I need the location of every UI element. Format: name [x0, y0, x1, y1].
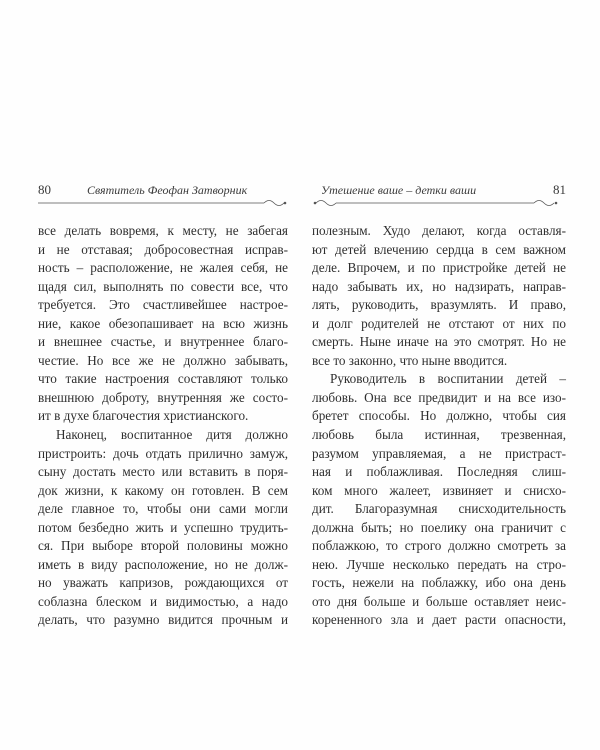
- text-line: любовь. Она все предвидит и на все изо-: [312, 389, 566, 405]
- text-line: корененного зла и дает расти опасности,: [312, 612, 566, 628]
- text-line: ность – расположение, не жалея себя, не: [38, 260, 288, 276]
- text-line: что такие настроения составляют только: [38, 371, 288, 387]
- text-line: бретет способы. Но должно, чтобы сия: [312, 408, 566, 424]
- text-line: гость, нежели на поблажку, ибо она день: [312, 575, 566, 591]
- text-line: соблазна блеском и видимостью, а надо: [38, 593, 288, 609]
- text-line: внешнюю доброту, внутренняя же состо-: [38, 389, 288, 405]
- text-line: но уважать капризов, рождающихся от: [38, 575, 288, 591]
- text-line: ние, какое обезопашивает на всю жизнь: [38, 315, 288, 331]
- text-line: дит. Благоразумная снисходительность: [312, 501, 566, 517]
- text-line: лять, руководить, вразумлять. И право,: [312, 297, 566, 313]
- right-page: [312, 180, 566, 630]
- text-line: надо забывать их, но надзирать, направ-: [312, 278, 566, 294]
- left-running-head: Святитель Феофан Затворник: [87, 183, 248, 197]
- text-line: потом безбедно жить и успешно трудить-: [38, 519, 288, 535]
- text-line: все то законно, что ныне вводится.: [312, 352, 508, 368]
- text-line: и внешнее счастье, и внутреннее благо-: [38, 334, 288, 350]
- text-line: поблажкою, то строго должно смотреть за: [312, 538, 566, 554]
- text-line: делать, что разумно видится прочным и: [38, 612, 288, 628]
- right-flourish-end-icon: [534, 201, 554, 206]
- text-line: нею. Лучше несколько передать на стро-: [312, 556, 566, 572]
- text-line: ком много жалеет, извиняет и снисхо-: [312, 482, 566, 498]
- text-line: ная и поблажливая. Последняя слиш-: [312, 464, 566, 480]
- right-running-head: Утешение ваше – детки ваши: [321, 183, 477, 197]
- left-page-number: 80: [38, 182, 51, 197]
- text-line: деле главное то, чтобы они сами могли: [38, 501, 288, 517]
- right-page-header: [312, 180, 566, 202]
- text-line: полезным. Худо делают, когда оставля-: [312, 223, 566, 238]
- text-line: ют детей влечению сердца в сем важном: [312, 241, 566, 257]
- right-page-text: [312, 222, 566, 630]
- left-header-rule: [38, 198, 288, 208]
- left-flourish-icon: [264, 201, 284, 206]
- left-page: [38, 180, 288, 630]
- text-line: и долг родителей не отстают от них по: [312, 315, 566, 331]
- text-line: щадя сил, выполнять по совести все, что: [38, 278, 288, 294]
- text-line: деле. Впрочем, и по пристройке детей не: [312, 260, 566, 276]
- text-line: пристроить: дочь отдать прилично замуж,: [38, 445, 288, 461]
- text-line: док жизни, к какому он готовлен. В сем: [38, 482, 288, 498]
- left-page-header: [38, 180, 288, 202]
- text-line: должна быть; но поелику она граничит с: [312, 519, 566, 535]
- right-header-rule: [312, 198, 566, 208]
- left-page-text: [38, 222, 288, 630]
- text-line: ся. При выборе второй половины можно: [38, 538, 288, 554]
- text-line: ит в духе благочестия христианского.: [38, 408, 249, 424]
- text-line: Руководитель в воспитании детей –: [330, 371, 566, 387]
- text-line: ото дня больше и больше оставляет неис-: [312, 593, 566, 609]
- right-page-number: 81: [553, 182, 566, 197]
- text-line: Наконец, воспитанное дитя должно: [56, 427, 288, 443]
- text-line: любовь была истинная, трезвенная,: [312, 427, 566, 443]
- text-line: смерть. Ныне иначе на это смотрят. Но не: [312, 334, 566, 350]
- text-line: разумом управляемая, а не пристраст-: [312, 445, 566, 461]
- text-line: иметь в виду расположение, но не долж-: [38, 556, 288, 572]
- right-flourish-icon: [316, 201, 336, 206]
- text-line: и не отставая; добросовестная исправ-: [38, 241, 288, 257]
- text-line: все делать вовремя, к месту, не забегая: [38, 223, 288, 238]
- text-line: честие. Но все же не должно забывать,: [38, 352, 288, 368]
- text-line: сыну достать место или вставить в поря-: [38, 464, 288, 480]
- text-line: требуется. Это счастливейшее настрое-: [38, 297, 288, 313]
